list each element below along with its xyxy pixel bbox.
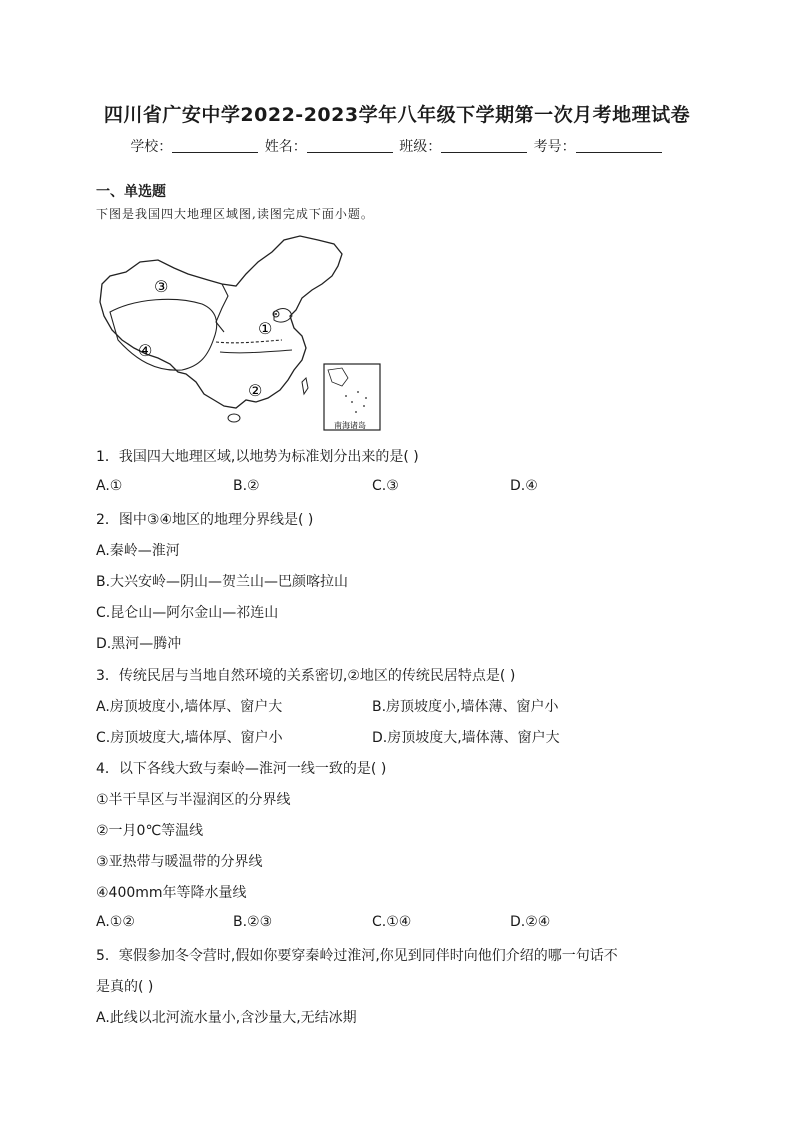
school-label: 学校： (130, 139, 173, 155)
number-blank[interactable] (576, 138, 662, 153)
q4-item-4: ④400mm年等降水量线 (96, 885, 247, 901)
q3-option-c[interactable]: C.房顶坡度大,墙体厚、窗户小 (96, 730, 283, 746)
number-label: 考号： (533, 139, 576, 155)
taiwan-island (302, 378, 308, 394)
region-label-1: ① (258, 319, 273, 338)
q5-stem-line2: 是真的( ) (96, 979, 154, 995)
q1-option-a[interactable]: A.① (96, 478, 123, 494)
q4-item-1: ①半干旱区与半湿润区的分界线 (96, 792, 291, 808)
q4-option-d[interactable]: D.②④ (510, 914, 551, 930)
name-label: 姓名： (264, 139, 307, 155)
q3-option-a[interactable]: A.房顶坡度小,墙体厚、窗户大 (96, 699, 283, 715)
school-blank[interactable] (172, 138, 258, 153)
name-blank[interactable] (307, 138, 393, 153)
region-label-4: ④ (138, 341, 153, 360)
q1-option-d[interactable]: D.④ (510, 478, 538, 494)
q5-stem-line1: 5．寒假参加冬令营时,假如你要穿秦岭过淮河,你见到同伴时向他们介绍的哪一句话不 (96, 948, 618, 964)
q4-option-a[interactable]: A.①② (96, 914, 135, 930)
intro-text: 下图是我国四大地理区域图,读图完成下面小题。 (96, 207, 374, 221)
q4-item-3: ③亚热带与暖温带的分界线 (96, 854, 263, 870)
class-blank[interactable] (441, 138, 527, 153)
student-info-line (0, 136, 794, 156)
q3-stem: 3．传统民居与当地自然环境的关系密切,②地区的传统民居特点是( ) (96, 668, 516, 684)
q1-option-c[interactable]: C.③ (372, 478, 399, 494)
q2-option-b[interactable]: B.大兴安岭—阴山—贺兰山—巴颜喀拉山 (96, 574, 349, 590)
page-title: 四川省广安中学2022-2023学年八年级下学期第一次月考地理试卷 (103, 104, 691, 126)
q4-stem: 4．以下各线大致与秦岭—淮河一线一致的是( ) (96, 761, 387, 777)
q4-item-2: ②一月0℃等温线 (96, 823, 204, 839)
q2-option-d[interactable]: D.黑河—腾冲 (96, 636, 182, 652)
q1-stem: 1．我国四大地理区域,以地势为标准划分出来的是( ) (96, 449, 419, 465)
inset-label: 南海诸岛 (334, 421, 366, 430)
q3-option-b[interactable]: B.房顶坡度小,墙体薄、窗户小 (372, 699, 559, 715)
section-heading: 一、单选题 (96, 184, 166, 200)
q1-option-b[interactable]: B.② (233, 478, 260, 494)
region-label-3: ③ (154, 277, 169, 296)
china-regions-map (96, 232, 386, 432)
q5-option-a[interactable]: A.此线以北河流水量小,含沙量大,无结冰期 (96, 1010, 357, 1026)
china-outline (100, 236, 342, 408)
q4-option-c[interactable]: C.①④ (372, 914, 412, 930)
class-label: 班级： (399, 139, 442, 155)
hainan-island (228, 414, 240, 422)
q4-option-b[interactable]: B.②③ (233, 914, 273, 930)
q2-stem: 2．图中③④地区的地理分界线是( ) (96, 512, 314, 528)
region-label-2: ② (248, 381, 263, 400)
q2-option-a[interactable]: A.秦岭—淮河 (96, 543, 180, 559)
q2-option-c[interactable]: C.昆仑山—阿尔金山—祁连山 (96, 605, 279, 621)
q3-option-d[interactable]: D.房顶坡度大,墙体薄、窗户大 (372, 730, 560, 746)
